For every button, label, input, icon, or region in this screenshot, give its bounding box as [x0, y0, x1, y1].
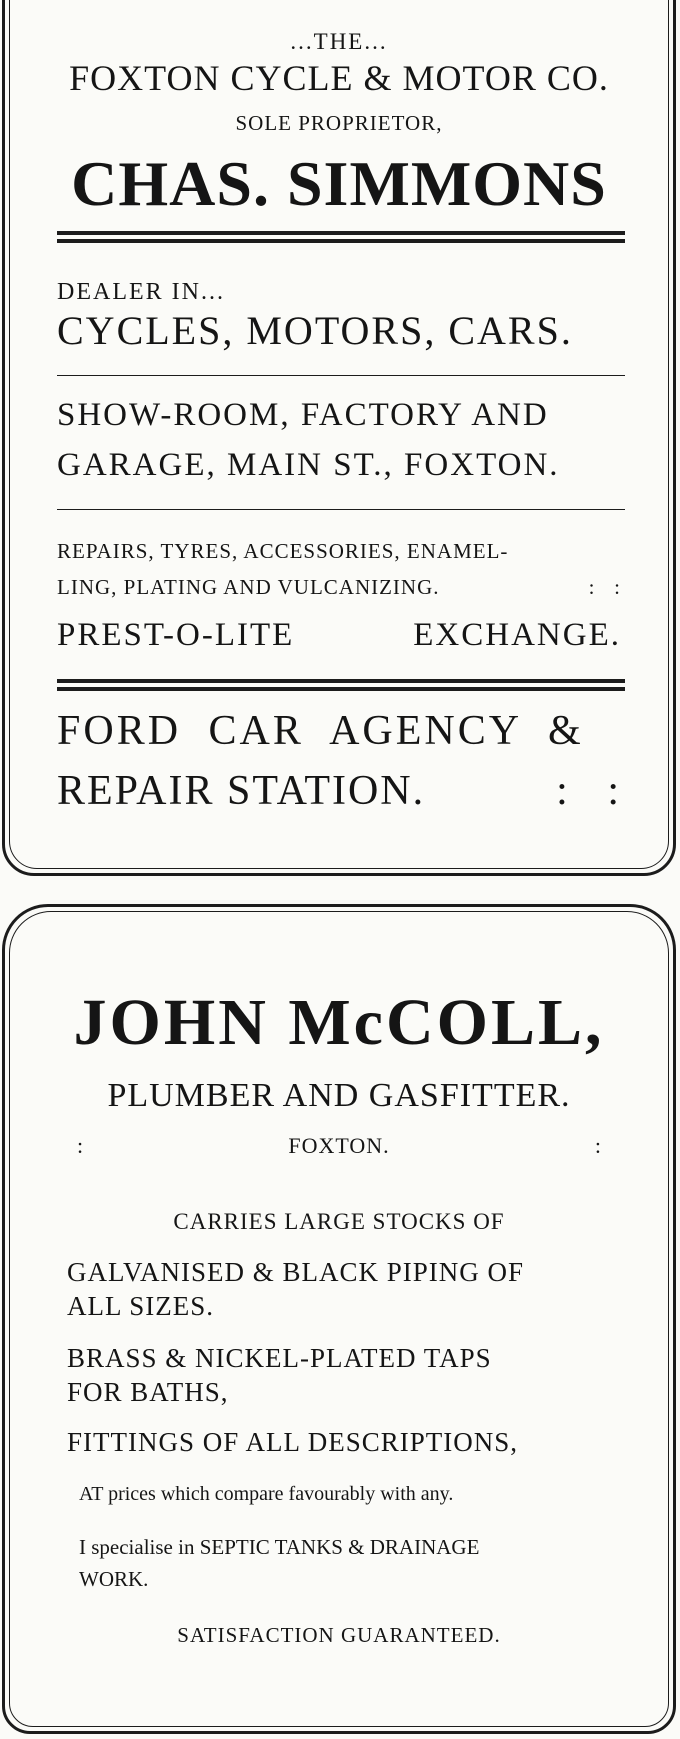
prest-o-lite-row [57, 617, 621, 654]
rule [57, 375, 625, 376]
satisfaction-guaranteed: SATISFACTION GUARANTEED. [177, 1623, 501, 1647]
showroom-line-1: SHOW-ROOM, FACTORY AND [57, 397, 549, 433]
dealer-in-label: DEALER IN... [57, 279, 225, 305]
town-row [77, 1133, 601, 1159]
double-rule [57, 679, 625, 691]
taps-line-1: BRASS & NICKEL-PLATED TAPS [67, 1343, 492, 1373]
repairs-colons: : : [588, 575, 621, 599]
prest-o-lite: PREST-O-LITE [57, 617, 295, 653]
double-rule [57, 231, 625, 243]
fittings: FITTINGS OF ALL DESCRIPTIONS, [67, 1427, 519, 1457]
ford-colons: : : [556, 768, 621, 814]
taps-line-2: FOR BATHS, [67, 1377, 229, 1407]
repairs-line-2: LING, PLATING AND VULCANIZING. [57, 575, 440, 599]
colon-left: : [77, 1133, 84, 1158]
rule [57, 509, 625, 510]
prices: AT prices which compare favourably with any. [79, 1483, 454, 1505]
exchange: EXCHANGE. [413, 617, 621, 653]
carries-stocks: CARRIES LARGE STOCKS OF [173, 1209, 505, 1234]
john-mccoll-advertisement [2, 904, 676, 1734]
ford-line-1: FORD CAR AGENCY & [57, 708, 584, 754]
foxton-cycle-advertisement [2, 0, 676, 876]
septic-line-1: I specialise in SEPTIC TANKS & DRAINAGE [79, 1535, 480, 1559]
dealer-goods: CYCLES, MOTORS, CARS. [57, 308, 573, 353]
repairs-line-1: REPAIRS, TYRES, ACCESSORIES, ENAMEL- [57, 539, 509, 563]
sole-proprietor-label: SOLE PROPRIETOR, [235, 111, 443, 135]
town: FOXTON. [288, 1133, 390, 1158]
plumber-name: JOHN McCOLL, [73, 986, 605, 1059]
the-heading: ...THE... [290, 29, 388, 54]
proprietor-name: CHAS. SIMMONS [71, 148, 607, 219]
repairs-line-2-row [57, 575, 621, 600]
company-name: FOXTON CYCLE & MOTOR CO. [69, 58, 609, 98]
septic-line-2: WORK. [79, 1567, 149, 1591]
ford-line-2: REPAIR STATION. [57, 768, 426, 814]
colon-right: : [594, 1133, 601, 1158]
ford-line-2-row [57, 767, 621, 815]
piping-line-1: GALVANISED & BLACK PIPING OF [67, 1257, 525, 1287]
showroom-line-2: GARAGE, MAIN ST., FOXTON. [57, 447, 560, 483]
piping-line-2: ALL SIZES. [67, 1291, 214, 1321]
trade: PLUMBER AND GASFITTER. [107, 1077, 571, 1114]
